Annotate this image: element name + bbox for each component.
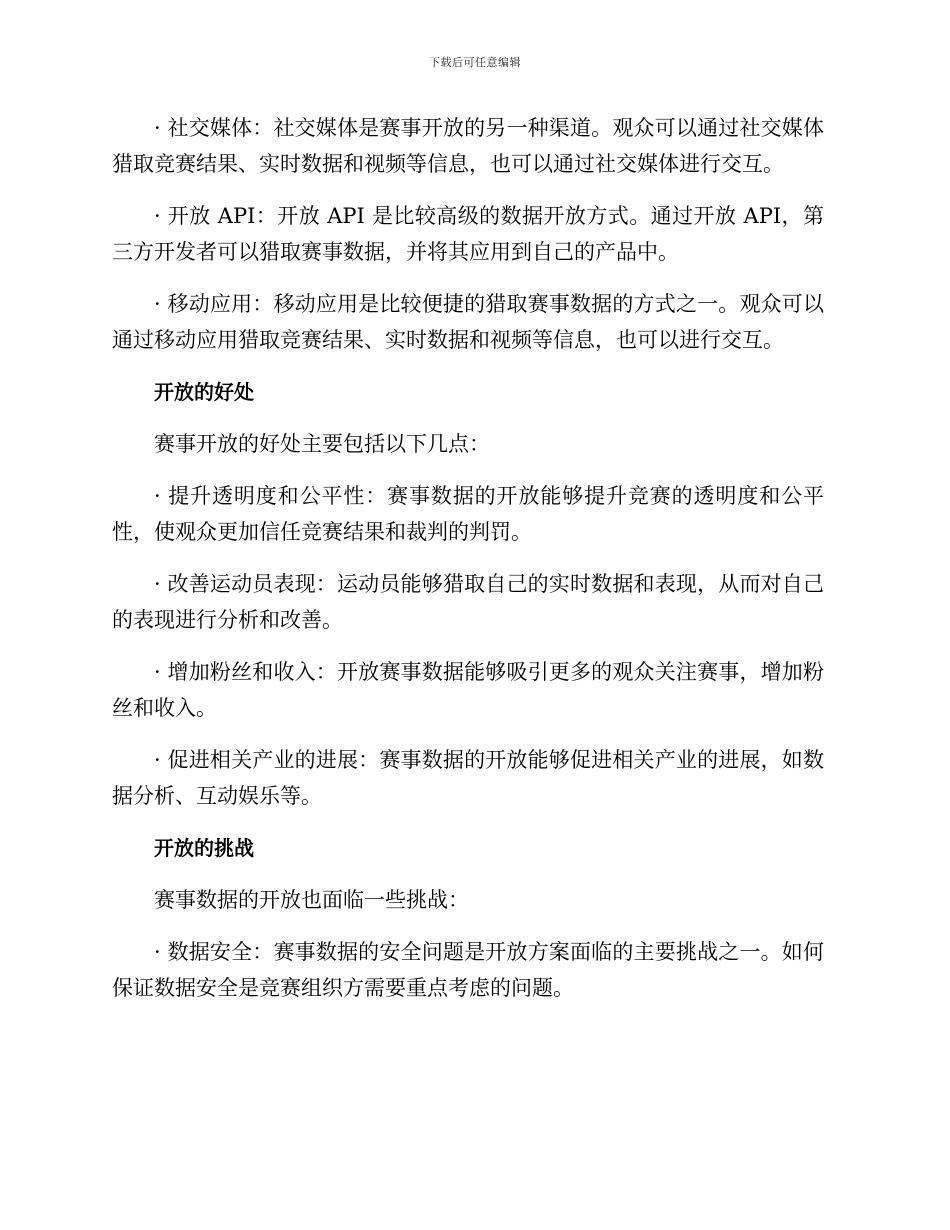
- section-heading-challenges: 开放的挑战: [154, 836, 254, 860]
- paragraph-data-security: · 数据安全：赛事数据的安全问题是开放方案面临的主要挑战之一。如何保证数据安全是竞赛组织方需要重点考虑的问题。: [112, 940, 824, 1000]
- page-header-note: 下载后可任意编辑: [429, 56, 521, 69]
- paragraph-open-api: · 开放 API：开放 API 是比较高级的数据开放方式。通过开放 API，第三方开发者可以猎取赛事数据，并将其应用到自己的产品中。: [112, 204, 824, 264]
- paragraph-social-media: · 社交媒体：社交媒体是赛事开放的另一种渠道。观众可以通过社交媒体猎取竞赛结果、实时数据和视频等信息，也可以通过社交媒体进行交互。: [112, 116, 824, 176]
- paragraph-transparency: · 提升透明度和公平性：赛事数据的开放能够提升竞赛的透明度和公平性，使观众更加信任竞赛结果和裁判的判罚。: [112, 484, 824, 544]
- paragraph-athlete-performance: · 改善运动员表现：运动员能够猎取自己的实时数据和表现，从而对自己的表现进行分析和改善。: [112, 572, 824, 632]
- section-heading-benefits: 开放的好处: [154, 380, 254, 404]
- paragraph-benefits-intro: 赛事开放的好处主要包括以下几点：: [154, 432, 490, 456]
- paragraph-challenges-intro: 赛事数据的开放也面临一些挑战：: [154, 888, 469, 912]
- paragraph-mobile-app: · 移动应用：移动应用是比较便捷的猎取赛事数据的方式之一。观众可以通过移动应用猎取竞赛结果、实时数据和视频等信息，也可以进行交互。: [112, 292, 824, 352]
- paragraph-industry-growth: · 促进相关产业的进展：赛事数据的开放能够促进相关产业的进展，如数据分析、互动娱乐等。: [112, 748, 824, 808]
- document-body: [112, 110, 824, 1022]
- paragraph-fans-revenue: · 增加粉丝和收入：开放赛事数据能够吸引更多的观众关注赛事，增加粉丝和收入。: [112, 660, 824, 720]
